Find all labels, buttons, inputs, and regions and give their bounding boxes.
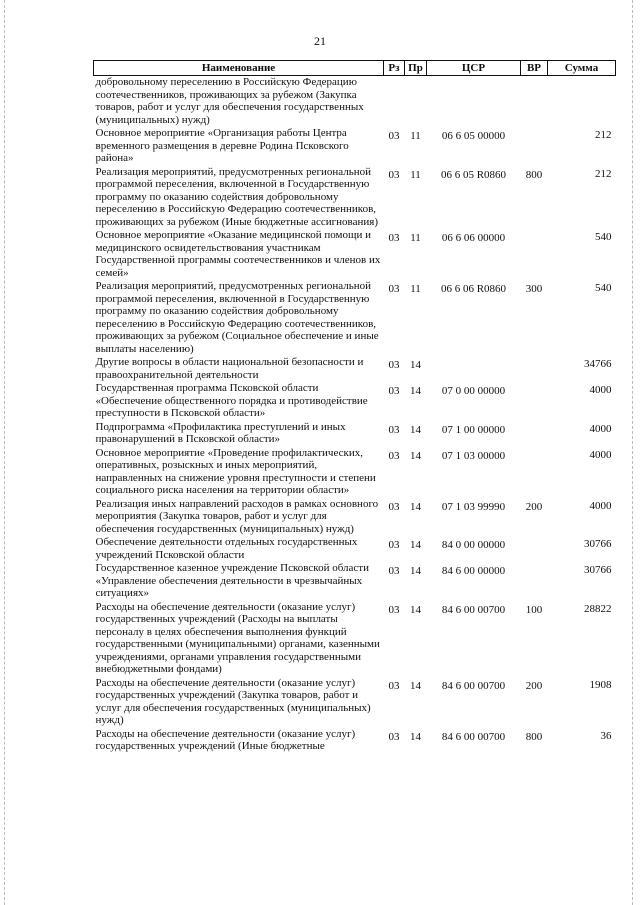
cell-vr — [521, 536, 548, 562]
cell-sum: 212 — [595, 129, 612, 141]
cell-vr: 300 — [525, 283, 543, 295]
header-pr: Пр — [405, 61, 427, 76]
cell-pr: 14 — [410, 359, 421, 371]
cell-name: Реализация мероприятий, предусмотренных региональной программой переселения, включенной в Государственную программу по оказанию содействия добровольному переселению в Российскую Федерацию соотечественников, проживающих за рубежом (Иные бюджетные ассигнования) — [95, 165, 378, 228]
cell-pr: 14 — [410, 603, 421, 616]
cell-rz: 03 — [388, 423, 400, 436]
cell-rz: 03 — [388, 539, 400, 551]
cell-sum: 4000 — [589, 384, 612, 396]
cell-rz: 03 — [388, 385, 400, 397]
header-name: Наименование — [94, 61, 384, 76]
cell-name: Основное мероприятие «Проведение профилактических, оперативных, розыскных и иных мероприятий, направленных на снижение уровня преступности и степени социального риска населения на территории области» — [95, 446, 376, 496]
cell-pr: 14 — [410, 449, 421, 462]
cell-pr: 14 — [410, 539, 421, 551]
cell-name: Государственное казенное учреждение Псковской области «Управление обеспечения деятельности в чрезвычайных ситуациях» — [95, 562, 369, 599]
cell-pr: 11 — [410, 283, 421, 295]
cell-csr: 84 0 00 00000 — [441, 539, 506, 551]
cell-name: Подпрограмма «Профилактика преступлений и иных правонарушений в Псковской области» — [95, 420, 346, 445]
cell-csr: 07 1 03 00000 — [441, 449, 506, 462]
cell-sum: 4000 — [589, 422, 612, 435]
cell-vr — [521, 421, 548, 447]
cell-vr: 200 — [525, 679, 543, 692]
cell-sum: 540 — [595, 231, 612, 243]
header-sum: Сумма — [548, 61, 616, 76]
cell-pr: 14 — [410, 679, 421, 692]
cell-rz: 03 — [388, 359, 400, 371]
cell-pr — [405, 76, 427, 128]
cell-vr — [521, 562, 548, 601]
budget-table — [93, 60, 616, 754]
cell-rz: 03 — [388, 232, 400, 244]
cell-name: Расходы на обеспечение деятельности (оказание услуг) государственных учреждений (Закупка товаров, работ и услуг для обеспечения государственных (муниципальных) нужд) — [95, 676, 371, 726]
cell-sum: 30766 — [584, 564, 612, 576]
cell-csr — [427, 76, 521, 128]
cell-sum: 34766 — [584, 358, 612, 370]
cell-rz: 03 — [388, 500, 400, 513]
cell-sum — [548, 76, 616, 128]
cell-csr: 84 6 00 00700 — [441, 679, 506, 692]
header-vr: ВР — [521, 61, 548, 76]
right-edge-line — [632, 0, 633, 905]
page-number: 21 — [314, 34, 326, 48]
left-edge-line — [4, 0, 5, 905]
cell-rz: 03 — [388, 679, 400, 692]
cell-name: добровольному переселению в Российскую Федерацию соотечественников, проживающих за рубежом (Закупка товаров, работ и услуг для обеспечения государственных (муниципальных) нужд) — [95, 76, 364, 126]
cell-name: Расходы на обеспечение деятельности (оказание услуг) государственных учреждений (Иные бюджетные — [95, 727, 356, 752]
table-row — [94, 166, 616, 230]
cell-rz: 03 — [388, 283, 400, 295]
cell-vr: 800 — [525, 730, 543, 743]
cell-csr: 84 6 00 00700 — [441, 603, 506, 616]
cell-name: Государственная программа Псковской области «Обеспечение общественного порядка и противодействие преступности в Псковской области» — [95, 382, 368, 419]
cell-name: Реализация мероприятий, предусмотренных региональной программой переселения, включенной в Государственную программу по оказанию содействия добровольному переселению в Российскую Федерацию соотечественников, проживающих за рубежом (Социальное обеспечение и иные выплаты населению) — [95, 280, 379, 355]
cell-name: Реализация иных направлений расходов в рамках основного мероприятия (Закупка товаров, работ и услуг для обеспечения государственных (муниципальных) нужд) — [95, 497, 379, 535]
table-row — [94, 280, 616, 356]
cell-sum: 540 — [595, 282, 612, 294]
cell-pr: 14 — [410, 730, 421, 743]
cell-rz: 03 — [388, 603, 400, 616]
cell-vr — [521, 382, 548, 421]
table-row — [94, 382, 616, 421]
table-row — [94, 677, 616, 728]
table-row — [94, 127, 616, 166]
cell-rz: 03 — [388, 168, 400, 181]
cell-vr — [521, 229, 548, 280]
cell-pr: 11 — [410, 232, 421, 244]
table-row — [94, 601, 616, 677]
cell-vr — [521, 356, 548, 382]
cell-csr: 06 6 05 00000 — [441, 130, 506, 142]
cell-sum: 4000 — [589, 448, 612, 461]
cell-vr: 200 — [525, 500, 543, 513]
cell-rz — [384, 76, 405, 128]
cell-pr: 14 — [410, 423, 421, 436]
cell-vr — [521, 127, 548, 166]
cell-pr: 11 — [410, 130, 421, 142]
cell-sum: 212 — [595, 167, 612, 180]
cell-pr: 11 — [410, 168, 421, 181]
cell-csr: 07 1 00 00000 — [441, 423, 506, 436]
cell-name: Основное мероприятие «Оказание медицинской помощи и медицинского освидетельствования участникам Государственной программы соотечественников и членов их семей» — [95, 229, 381, 279]
table-row — [94, 447, 616, 498]
table-row — [94, 536, 616, 562]
cell-vr — [521, 76, 548, 128]
cell-pr: 14 — [410, 500, 421, 513]
header-rz: Рз — [384, 61, 405, 76]
cell-csr: 06 6 05 R0860 — [440, 168, 507, 181]
table-row — [94, 421, 616, 447]
table-row — [94, 728, 616, 754]
cell-sum: 36 — [600, 729, 612, 742]
cell-name: Обеспечение деятельности отдельных государственных учреждений Псковской области — [95, 536, 358, 561]
table-header-row — [94, 61, 616, 76]
cell-vr: 100 — [525, 603, 543, 616]
cell-csr: 06 6 06 00000 — [441, 232, 506, 244]
cell-rz: 03 — [388, 449, 400, 462]
cell-sum: 4000 — [589, 499, 612, 512]
table-row — [94, 76, 616, 128]
cell-vr: 800 — [525, 168, 543, 181]
cell-rz: 03 — [388, 730, 400, 743]
cell-csr: 07 0 00 00000 — [441, 385, 506, 397]
cell-sum: 30766 — [584, 538, 612, 550]
cell-rz: 03 — [388, 130, 400, 142]
cell-csr: 84 6 00 00000 — [441, 565, 506, 577]
table-row — [94, 498, 616, 537]
cell-rz: 03 — [388, 565, 400, 577]
cell-csr: 84 6 00 00700 — [441, 730, 506, 743]
cell-name: Расходы на обеспечение деятельности (оказание услуг) государственных учреждений (Расходы на выплаты персоналу в целях обеспечения выполнения функций государственными (муниципальными) органами, казенными учреждениями, органами управления государственными внебюджетными фондами) — [95, 600, 380, 675]
cell-sum: 1908 — [589, 678, 612, 691]
cell-vr — [521, 447, 548, 498]
cell-csr — [427, 356, 521, 382]
table-row — [94, 229, 616, 280]
cell-sum: 28822 — [584, 602, 612, 615]
table-row — [94, 562, 616, 601]
header-csr: ЦСР — [427, 61, 521, 76]
cell-name: Другие вопросы в области национальной безопасности и правоохранительной деятельности — [95, 356, 364, 381]
cell-name: Основное мероприятие «Организация работы Центра временного размещения в деревне Родина Псковского района» — [95, 127, 349, 164]
table-row — [94, 356, 616, 382]
cell-pr: 14 — [410, 565, 421, 577]
cell-csr: 07 1 03 99990 — [441, 500, 506, 513]
cell-csr: 06 6 06 R0860 — [440, 283, 507, 295]
cell-pr: 14 — [410, 385, 421, 397]
